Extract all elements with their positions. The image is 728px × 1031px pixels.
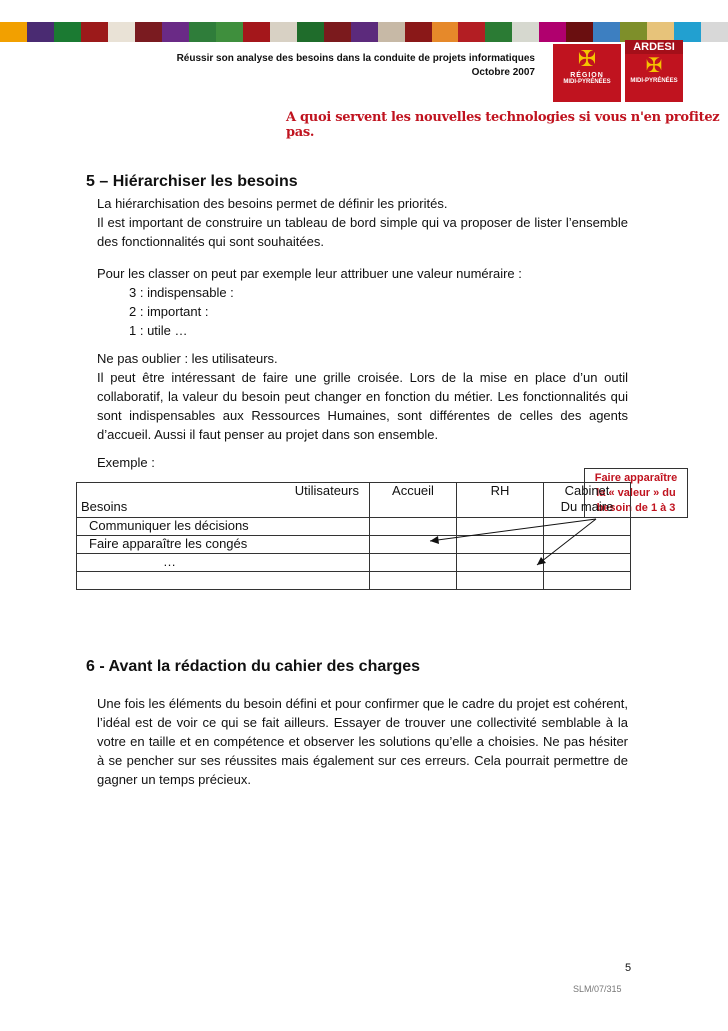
header-users: Utilisateurs — [294, 483, 359, 498]
slogan: A quoi servent les nouvelles technologies si vous n'en profitez pas. — [286, 110, 720, 140]
callout-line-2: la « valeur » du — [596, 487, 676, 499]
col-accueil: Accueil — [370, 483, 457, 518]
ardesi-logo-sub: MIDI-PYRÉNÉES — [630, 78, 678, 84]
callout-line-1: Faire apparaître — [594, 472, 678, 484]
arrow-head-2 — [537, 557, 546, 565]
section-5-heading: 5 – Hiérarchiser les besoins — [86, 173, 298, 190]
value-3: 3 : indispensable : — [129, 285, 234, 300]
row-label: Faire apparaître les congés — [77, 536, 370, 554]
section-6-body: Une fois les éléments du besoin défini et pour confirmer que le cadre du projet est cohérent, l’idéal est de voir ce qui se fait ailleurs. Essayer de trouver une collectivité semblable à la votre en taille et en compétence et observer les solutions qu’elle a choisies. Ne pas hésiter à se pencher sur ses réussites mais également sur ces erreurs. Cela pourrait permettre de gagner un temps précieux. — [97, 696, 628, 787]
occitan-cross-icon: ✠ — [577, 46, 597, 71]
arrow-head-1 — [430, 536, 439, 544]
header-besoins: Besoins — [81, 499, 128, 514]
intro-line-2: Il est important de construire un tableau de bord simple qui va proposer de lister l’ensemble des fonctionnalités qui sont souhaitées. — [97, 215, 628, 249]
callout-line-3: besoin de 1 à 3 — [596, 502, 676, 514]
document-title-line1: Réussir son analyse des besoins dans la conduite de projets informatiques — [176, 53, 535, 64]
intro-line-1: La hiérarchisation des besoins permet de définir les priorités. — [97, 196, 448, 211]
ardesi-cross-icon: ✠ — [645, 55, 663, 77]
value-1: 1 : utile … — [129, 323, 188, 338]
row-label: Communiquer les décisions — [77, 518, 370, 536]
document-code: SLM/07/315 — [573, 984, 622, 994]
logo-region-sublabel: MIDI-PYRÉNÉES — [563, 79, 611, 85]
classer-intro: Pour les classer on peut par exemple leur attribuer une valeur numéraire : — [97, 266, 522, 281]
value-2: 2 : important : — [129, 304, 209, 319]
users-note-body: Il peut être intéressant de faire une grille croisée. Lors de la mise en place d’un outil collaboratif, la valeur du besoin peut changer en fonction du métier. Les fonctionnalités qui sont indispensables aux Ressources Humaines, sont différentes de celles des agents d’accueil. Aussi il faut penser au projet dans son ensemble. — [97, 370, 628, 442]
ardesi-logo-name: ARDESI — [625, 40, 683, 54]
section-6-heading: 6 - Avant la rédaction du cahier des charges — [86, 658, 421, 675]
users-note-title: Ne pas oublier : les utilisateurs. — [97, 351, 278, 366]
page-number: 5 — [625, 962, 632, 974]
arrow-line-1 — [430, 519, 596, 541]
col-cabinet-line1: Cabinet — [564, 483, 610, 498]
document-date: Octobre 2007 — [471, 67, 535, 78]
col-rh: RH — [457, 483, 544, 518]
logo-region-label: RÉGION — [570, 72, 604, 79]
col-cabinet-line2: Du maire — [560, 499, 614, 514]
example-label: Exemple : — [97, 455, 155, 470]
row-label: … — [77, 554, 370, 572]
